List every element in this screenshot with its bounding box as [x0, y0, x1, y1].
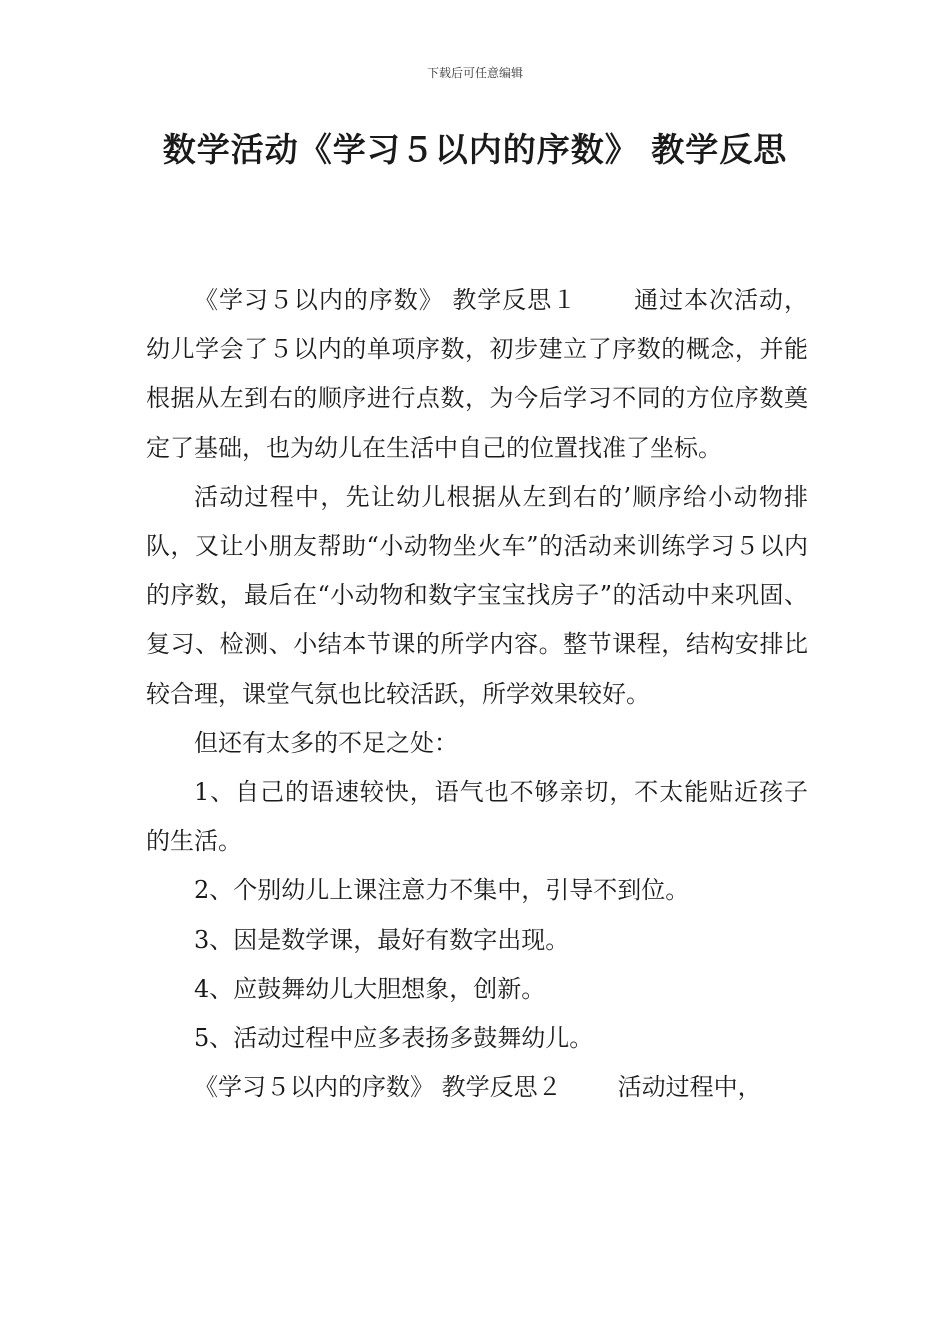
list-item-4: 4、应鼓舞幼儿大胆想象，创新。	[194, 974, 546, 1003]
reflection-heading-2: 《学习５以内的序数》 教学反思２	[194, 1073, 562, 1102]
header-note: 下载后可任意编辑	[426, 66, 523, 80]
list-item-3: 3、因是数学课，最好有数字出现。	[194, 925, 570, 954]
paragraph-last	[146, 1063, 808, 1112]
list-item-5: 5、活动过程中应多表扬多鼓舞幼儿。	[194, 1024, 594, 1053]
reflection-heading-1: 《学习５以内的序数》 教学反思１	[194, 286, 578, 314]
document-body	[146, 276, 808, 1112]
paragraph-1	[146, 276, 808, 473]
document-title: 数学活动《学习５以内的序数》 教学反思	[162, 130, 788, 169]
paragraph-3: 但还有太多的不足之处：	[194, 728, 458, 757]
paragraph-text: 通过本次活动，幼儿学会了５以内的单项序数，初步建立了序数的概念，并能根据从左到右的顺序进行点数，为今后学习不同的方位序数奠定了基础，也为幼儿在生活中自己的位置找准了坐标。	[146, 286, 808, 462]
paragraph-text: 活动过程中，	[617, 1073, 762, 1102]
paragraph-2: 活动过程中，先让幼儿根据从左到右的’顺序给小动物排队，又让小朋友帮助“小动物坐火车”的活动来训练学习５以内的序数，最后在“小动物和数字宝宝找房子”的活动中来巩固、复习、检测、小结本节课的所学内容。整节课程，结构安排比较合理，课堂气氛也比较活跃，所学效果较好。	[146, 482, 808, 708]
list-item-2: 2、个别幼儿上课注意力不集中，引导不到位。	[194, 876, 690, 905]
list-item-1: 1、自己的语速较快，语气也不够亲切，不太能贴近孩子的生活。	[146, 778, 808, 856]
